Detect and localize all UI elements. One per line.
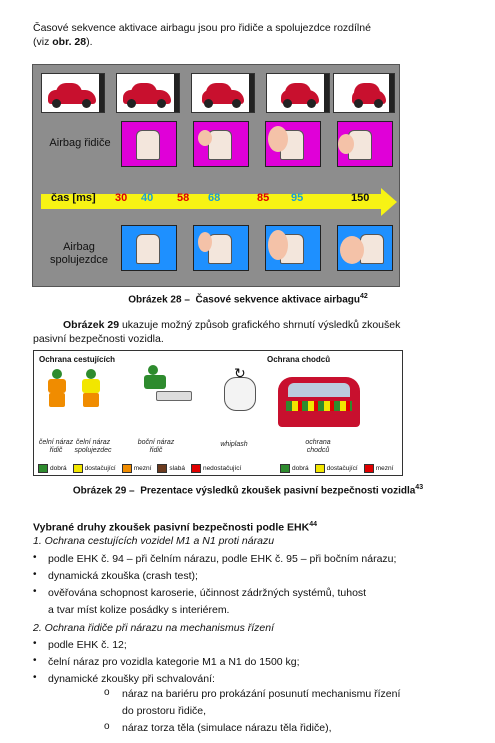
bullet-icon: • bbox=[33, 672, 37, 683]
time-tick-68: 68 bbox=[208, 192, 221, 204]
time-tick-58: 58 bbox=[177, 192, 190, 204]
figure-reference: obr. 28 bbox=[52, 36, 87, 48]
figure-29-results bbox=[33, 350, 403, 476]
intro-line-2 bbox=[33, 35, 463, 49]
passenger-airbag-label: Airbag spolujezdce bbox=[49, 241, 109, 266]
paragraph-line-1 bbox=[33, 318, 463, 332]
time-tick-95: 95 bbox=[291, 192, 304, 204]
legend-item bbox=[191, 465, 241, 472]
legend-label: dostačující bbox=[326, 465, 358, 473]
time-tick-85: 85 bbox=[257, 192, 270, 204]
legend-item bbox=[280, 465, 309, 472]
passenger-dummy-frame bbox=[337, 225, 393, 271]
figure-28-airbag-sequence bbox=[32, 64, 400, 287]
pedestrian-car-front bbox=[278, 377, 360, 427]
driver-airbag-label: Airbag řidiče bbox=[49, 137, 111, 149]
passenger-dummy-frame bbox=[265, 225, 321, 271]
legend-swatch bbox=[315, 464, 325, 473]
figure-29-item-caption: boční náraz řidič bbox=[137, 439, 175, 454]
legend-item bbox=[364, 465, 394, 472]
legend-item bbox=[315, 465, 358, 472]
figure-29-paragraph bbox=[33, 318, 463, 346]
bullet-text: a tvar míst kolize posádky s interiérem. bbox=[48, 604, 230, 616]
whiplash-seat bbox=[224, 377, 256, 411]
footnote-ref: 44 bbox=[309, 521, 317, 528]
pedestrian-protection-heading: Ochrana chodců bbox=[267, 355, 331, 364]
passenger-dummy-frame bbox=[121, 225, 177, 271]
figure-29-item-caption: ochrana chodců bbox=[305, 439, 331, 454]
item-1-title: 1. Ochrana cestujících vozidel M1 a N1 proti nárazu bbox=[33, 535, 275, 547]
driver-dummy-frame bbox=[121, 121, 177, 167]
time-tick-30: 30 bbox=[115, 192, 128, 204]
bullet-icon: • bbox=[33, 586, 37, 597]
occupant-protection-heading: Ochrana cestujících bbox=[39, 355, 116, 364]
bullet-text: čelní náraz pro vozidla kategorie M1 a N1 do 1500 kg; bbox=[48, 656, 300, 668]
paragraph-text: ukazuje možný způsob grafického shrnutí výsledků zkoušek bbox=[119, 319, 401, 331]
time-tick-40: 40 bbox=[141, 192, 154, 204]
bullet-text: podle EHK č. 94 – při čelním nárazu, podle EHK č. 95 – při bočním nárazu; bbox=[48, 553, 397, 565]
legend-label: slabá bbox=[169, 465, 185, 473]
figure-29-item-caption: whiplash bbox=[220, 441, 248, 448]
legend-swatch bbox=[38, 464, 48, 473]
intro-text: (viz bbox=[33, 36, 53, 48]
bullet-text: ověřována schopnost karoserie, účinnost zádržných systémů, tuhost bbox=[48, 587, 367, 599]
dummy-passenger-frontal bbox=[80, 369, 102, 409]
driver-dummy-frame bbox=[265, 121, 321, 167]
crash-car-frame bbox=[116, 73, 180, 113]
bullet-icon: • bbox=[33, 655, 37, 666]
legend-label: mezní bbox=[133, 465, 152, 473]
bullet-text: podle EHK č. 12; bbox=[48, 639, 127, 651]
passenger-dummy-frame bbox=[193, 225, 249, 271]
crash-car-frame bbox=[191, 73, 255, 113]
legend-swatch bbox=[364, 464, 374, 473]
crash-car-frame bbox=[266, 73, 330, 113]
legend-pedestrian bbox=[280, 464, 399, 473]
bullet-text: náraz torza těla (simulace nárazu těla řidiče), bbox=[122, 722, 332, 734]
dummy-side-impact bbox=[142, 365, 186, 405]
legend-item bbox=[73, 465, 116, 472]
legend-item bbox=[38, 465, 67, 472]
paragraph-line-2: pasivní bezpečnosti vozidla. bbox=[33, 333, 164, 345]
legend-label: mezní bbox=[375, 465, 394, 473]
figure-28-caption bbox=[33, 293, 463, 305]
legend-swatch bbox=[157, 464, 167, 473]
caption-prefix: Obrázek 28 – bbox=[128, 294, 190, 306]
footnote-ref: 42 bbox=[360, 293, 368, 300]
bullet-icon: • bbox=[33, 569, 37, 580]
bullet-text: do prostoru řidiče, bbox=[122, 705, 207, 717]
legend-swatch bbox=[191, 464, 201, 473]
crash-car-frame bbox=[41, 73, 105, 113]
legend-label: nedostačující bbox=[202, 465, 242, 473]
bullet-text: náraz na bariéru pro prokázání posunutí mechanismu řízení bbox=[122, 688, 401, 700]
legend-label: dobrá bbox=[50, 465, 67, 473]
legend-swatch bbox=[122, 464, 132, 473]
time-axis-label: čas [ms] bbox=[51, 192, 96, 204]
legend-swatch bbox=[280, 464, 290, 473]
arrow-head-icon bbox=[381, 188, 397, 216]
bullet-icon: • bbox=[33, 552, 37, 563]
crash-car-frame bbox=[333, 73, 395, 113]
figure-reference: Obrázek 29 bbox=[63, 319, 120, 331]
section-heading-text: Vybrané druhy zkoušek pasivní bezpečnosti podle EHK bbox=[33, 521, 310, 534]
driver-dummy-frame bbox=[337, 121, 393, 167]
intro-paragraph bbox=[33, 21, 463, 49]
bullet-text: dynamická zkouška (crash test); bbox=[48, 570, 198, 582]
dummy-driver-frontal bbox=[46, 369, 68, 409]
figure-29-item-caption: čelní náraz spolujezdec bbox=[74, 439, 112, 454]
legend-label: dostačující bbox=[84, 465, 116, 473]
caption-text: Časové sekvence aktivace airbagu bbox=[195, 294, 361, 306]
bullet-icon: • bbox=[33, 638, 37, 649]
driver-dummy-frame bbox=[193, 121, 249, 167]
footnote-ref: 43 bbox=[415, 484, 424, 491]
item-2-title: 2. Ochrana řidiče při nárazu na mechanismus řízení bbox=[33, 622, 275, 634]
caption-prefix: Obrázek 29 – bbox=[72, 485, 135, 497]
section-heading bbox=[33, 518, 317, 535]
intro-line-1: Časové sekvence aktivace airbagu jsou pro řidiče a spolujezdce rozdílné bbox=[33, 22, 371, 34]
legend-swatch bbox=[73, 464, 83, 473]
figure-29-item-caption: čelní náraz řidič bbox=[38, 439, 74, 454]
bullet-icon: o bbox=[104, 721, 110, 732]
legend-occupant bbox=[38, 464, 247, 473]
intro-text-end: ). bbox=[86, 36, 93, 48]
time-tick-150: 150 bbox=[351, 192, 370, 204]
bullet-icon: o bbox=[104, 687, 110, 698]
legend-item bbox=[157, 465, 185, 472]
bullet-text: dynamické zkoušky při schvalování: bbox=[48, 673, 215, 685]
legend-label: dobrá bbox=[292, 465, 309, 473]
rotate-arrow-icon: ↻ bbox=[234, 365, 246, 381]
legend-item bbox=[122, 465, 152, 472]
figure-29-caption bbox=[33, 484, 463, 496]
caption-text: Prezentace výsledků zkoušek pasivní bezpečnosti vozidla bbox=[140, 485, 416, 497]
